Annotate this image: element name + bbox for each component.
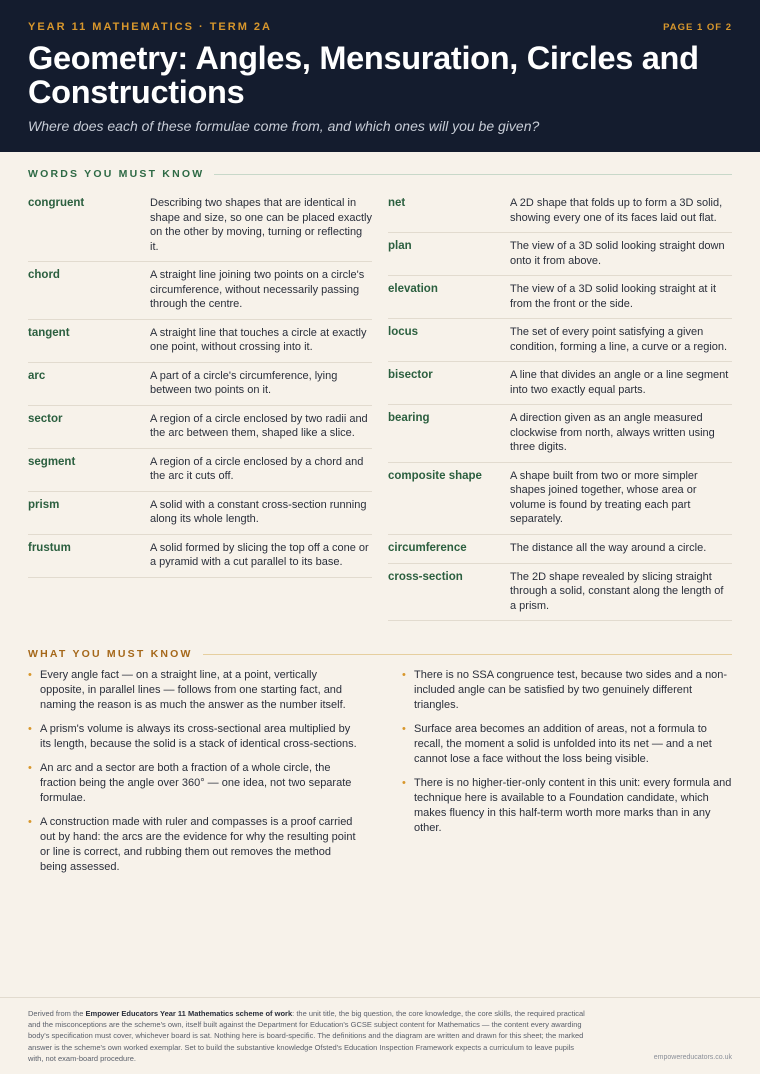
website-url: empowereducators.co.uk — [653, 1054, 732, 1061]
glossary-term: locus — [388, 326, 419, 338]
bullet-icon: • — [28, 762, 32, 774]
bullet-icon: • — [402, 669, 406, 681]
source-note-body: : the unit title, the big question, the core knowledge, the core skills, the required practical and the misconceptions are the scheme's own, itself built against the Department for Education's GCSE subject content for Mathematics — the content every awarding body's specification must cover, whichever board is sat. Nothing here is board-specific. The definitions and the diagram are written and drawn for this sheet; the marked answer is the scheme's own worked exemplar. Set to build the substantive knowledge Ofsted's Education Inspection Framework expects a curriculum to leave pupils with, not exam-board procedure. — [28, 1009, 585, 1063]
section-divider — [214, 174, 732, 175]
glossary-term: plan — [388, 240, 412, 252]
source-note — [28, 1008, 588, 1064]
know-section-heading — [0, 648, 760, 660]
glossary-row — [388, 276, 732, 319]
glossary-term: frustum — [28, 541, 71, 554]
glossary-definition: The distance all the way around a circle. — [510, 541, 707, 554]
header-top-row — [28, 20, 732, 34]
glossary-definition: The 2D shape revealed by slicing straight through a solid, constant along the length of a prism. — [510, 570, 724, 612]
knowledge-text: Every angle fact — on a straight line, at a point, vertically opposite, in parallel lines — follows from one starting fact, and naming the reason is as much the answer as the number itself. — [40, 669, 346, 711]
knowledge-point — [28, 668, 358, 713]
section-divider — [203, 654, 732, 655]
knowledge-text: A construction made with ruler and compasses is a proof carried out by hand: the arcs are the evidence for why the resulting point or line is correct, and rubbing them out removes the method being assessed. — [40, 816, 356, 873]
glossary-term: chord — [28, 269, 60, 281]
glossary-term: arc — [28, 369, 46, 382]
bullet-icon: • — [402, 777, 406, 789]
glossary-definition: The view of a 3D solid looking straight down onto it from above. — [510, 240, 725, 267]
source-note-prefix: Derived from the — [28, 1009, 86, 1018]
glossary-definition: A straight line joining two points on a circle's circumference, without necessarily passing through the centre. — [150, 269, 365, 310]
glossary-definition: The set of every point satisfying a given condition, forming a line, a curve or a region. — [510, 326, 728, 353]
glossary-row — [28, 406, 372, 449]
glossary-definition: A region of a circle enclosed by a chord and the arc it cuts off. — [150, 455, 364, 482]
glossary-definition: A part of a circle's circumference, lying between two points on it. — [150, 369, 338, 396]
glossary-term: segment — [28, 455, 76, 468]
glossary — [28, 190, 732, 621]
glossary-row — [388, 405, 732, 463]
knowledge-point — [402, 776, 732, 836]
bullet-icon: • — [28, 669, 32, 681]
know-heading-label: WHAT YOU MUST KNOW — [28, 648, 193, 660]
glossary-definition: A straight line that touches a circle at exactly one point, without crossing into it. — [150, 326, 367, 353]
glossary-row — [388, 362, 732, 405]
glossary-row — [388, 233, 732, 276]
glossary-row — [28, 363, 372, 406]
key-knowledge — [28, 668, 732, 884]
glossary-row — [28, 449, 372, 492]
glossary-term: sector — [28, 412, 63, 425]
glossary-row — [388, 564, 732, 622]
glossary-definition: Describing two shapes that are identical in shape and size, so one can be placed exactly on the other by moving, turning or reflecting it. — [150, 197, 372, 253]
page-header — [0, 0, 760, 152]
bullet-icon: • — [402, 723, 406, 735]
glossary-row — [28, 320, 372, 363]
words-section-heading — [0, 168, 760, 180]
page-number: PAGE 1 OF 2 — [663, 21, 732, 33]
glossary-term: bearing — [388, 412, 430, 424]
course-kicker: YEAR 11 MATHEMATICS · TERM 2A — [28, 21, 272, 33]
glossary-row — [28, 535, 372, 578]
glossary-left-column — [28, 190, 372, 621]
knowledge-left-column — [28, 668, 358, 884]
knowledge-text: An arc and a sector are both a fraction of a whole circle, the fraction being the angle over 360° — one idea, not two separate formulae. — [40, 762, 352, 804]
glossary-term: circumference — [388, 541, 467, 554]
glossary-row — [388, 463, 732, 535]
glossary-row — [388, 535, 732, 564]
glossary-row — [388, 190, 732, 233]
knowledge-text: Surface area becomes an addition of areas, not a formula to recall, the moment a solid is unfolded into its net — and a net cannot lose a face without the loss being visible. — [414, 723, 712, 765]
knowledge-text: A prism's volume is always its cross-sectional area multiplied by its length, because the solid is a stack of identical cross-sections. — [40, 723, 357, 750]
big-question: Where does each of these formulae come from, and which ones will you be given? — [28, 118, 540, 134]
glossary-definition: A region of a circle enclosed by two radii and the arc between them, shaped like a slice. — [150, 412, 368, 439]
glossary-term: net — [388, 197, 406, 209]
words-heading-label: WORDS YOU MUST KNOW — [28, 168, 205, 180]
knowledge-point — [28, 722, 358, 752]
knowledge-point — [28, 815, 358, 875]
source-title: Empower Educators Year 11 Mathematics scheme of work — [85, 1009, 293, 1018]
bullet-icon: • — [28, 723, 32, 735]
glossary-definition: A solid formed by slicing the top off a cone or a pyramid with a cut parallel to its base. — [150, 541, 369, 568]
knowledge-point — [402, 722, 732, 767]
glossary-term: bisector — [388, 369, 433, 381]
glossary-row — [388, 319, 732, 362]
knowledge-point — [28, 761, 358, 806]
page-footer — [0, 997, 760, 1074]
glossary-right-column — [388, 190, 732, 621]
glossary-row — [28, 492, 372, 535]
page-title: Geometry: Angles, Mensuration, Circles and Constructions — [28, 40, 699, 110]
knowledge-right-column — [382, 668, 732, 884]
glossary-definition: The view of a 3D solid looking straight at it from the front or the side. — [510, 283, 717, 310]
glossary-term: prism — [28, 498, 60, 511]
glossary-definition: A 2D shape that folds up to form a 3D solid, showing every one of its faces laid out flat. — [510, 197, 723, 224]
glossary-row — [28, 190, 372, 262]
glossary-definition: A shape built from two or more simpler shapes joined together, whose area or volume is found by treating each part separately. — [510, 469, 698, 525]
glossary-term: composite shape — [388, 469, 482, 482]
knowledge-point — [402, 668, 732, 713]
glossary-definition: A line that divides an angle or a line segment into two exactly equal parts. — [510, 369, 729, 396]
glossary-term: cross-section — [388, 570, 463, 583]
glossary-row — [28, 262, 372, 320]
knowledge-text: There is no higher-tier-only content in this unit: every formula and technique here is available to a Foundation candidate, which makes fluency in this half-term worth more marks than in any other. — [414, 777, 732, 834]
glossary-definition: A direction given as an angle measured clockwise from north, always written using three digits. — [510, 412, 715, 453]
glossary-term: congruent — [28, 197, 85, 209]
bullet-icon: • — [28, 816, 32, 828]
glossary-term: elevation — [388, 283, 438, 295]
glossary-term: tangent — [28, 326, 70, 339]
knowledge-text: There is no SSA congruence test, because two sides and a non-included angle can be satisfied by two genuinely different triangles. — [414, 669, 728, 711]
glossary-definition: A solid with a constant cross-section running along its whole length. — [150, 498, 367, 525]
